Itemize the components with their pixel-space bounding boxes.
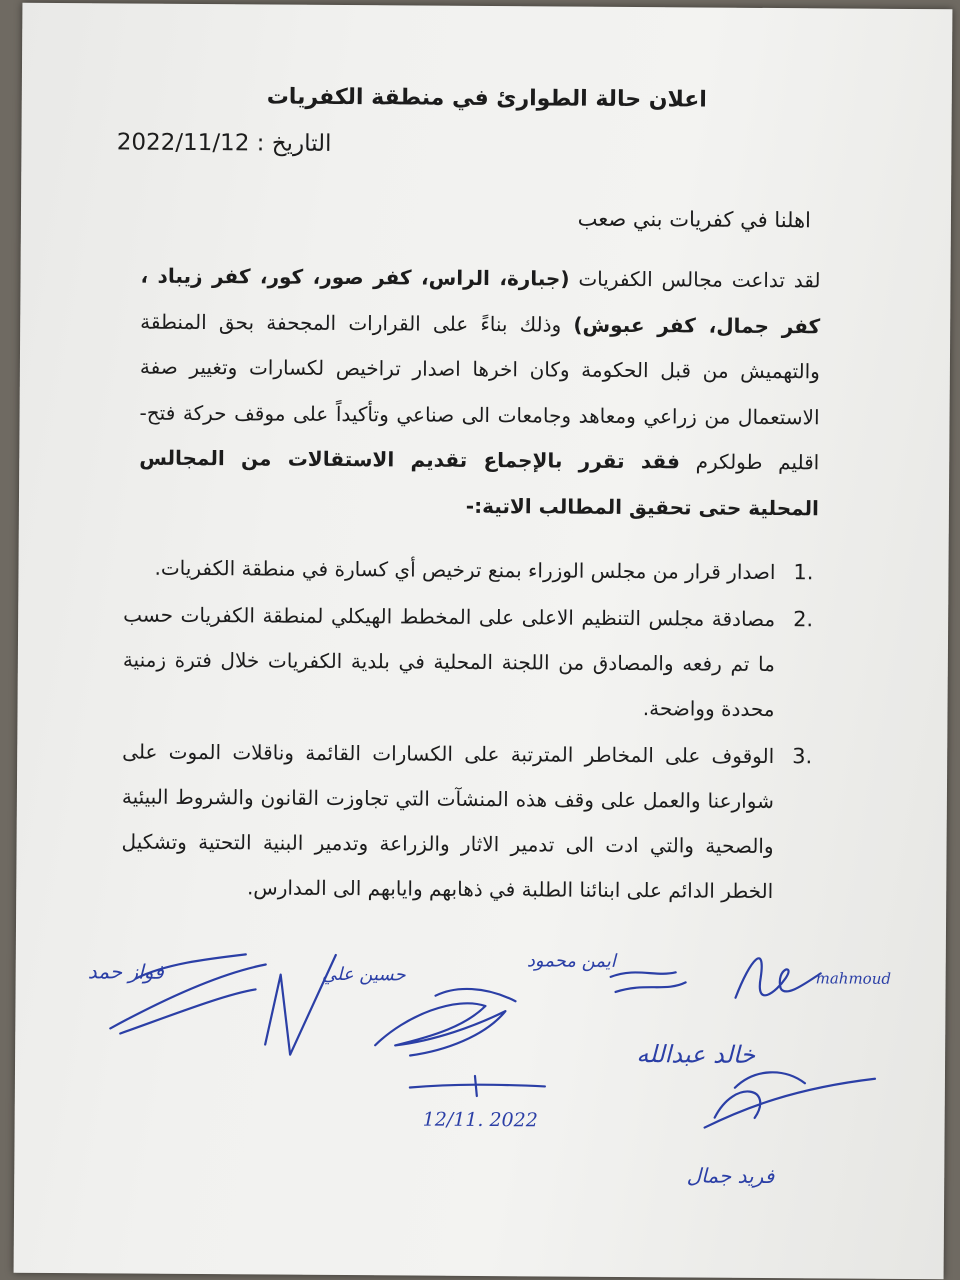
greeting: اهلنا في كفريات بني صعب <box>577 206 812 233</box>
document-date <box>117 129 332 156</box>
signature-name: خالد عبدالله <box>636 1040 756 1069</box>
demand-number: 3. <box>792 744 813 769</box>
demand-text: الوقوف على المخاطر المترتبة على الكسارات القائمة وناقلات الموت على شوارعنا والعمل على وقف هذه المنشآت التي تجاوزت القانون والشروط البيئية والصحية والتي ادت الى تدمير الاثار والزراعة وتدمير البنية التحتية وتشكيل الخطر الدائم على ابنائنا الطلبة في ذهابهم وايابهم الى المدارس. <box>121 739 775 904</box>
date-value: 2022/11/12 <box>116 129 250 157</box>
signature-name: فريد جمال <box>686 1163 775 1189</box>
intro-part: لقد تداعت مجالس الكفريات <box>569 266 821 293</box>
intro-paragraph <box>139 254 821 532</box>
demand-number: 2. <box>793 607 814 632</box>
date-label: التاريخ : <box>256 130 332 157</box>
demands-list <box>121 545 814 916</box>
handwritten-date: 12/11. 2022 <box>422 1108 538 1132</box>
signatures-area <box>14 933 946 1269</box>
demand-text: اصدار قرار من مجلس الوزراء بمنع ترخيص أي كسارة في منطقة الكفريات. <box>154 555 776 585</box>
demand-text: مصادقة مجلس التنظيم الاعلى على المخطط الهيكلي لمنطقة الكفريات حسب ما تم رفعه والمصادق من اللجنة المحلية في بلدية الكفريات خلال فترة زمنية محددة وواضحة. <box>122 602 776 722</box>
signature-name: mahmoud <box>815 969 892 988</box>
signature-name: فواز حمد <box>87 959 164 984</box>
document-page <box>14 3 953 1279</box>
document-title: اعلان حالة الطوارئ في منطقة الكفريات <box>266 84 707 113</box>
signature-name: ايمن محمود <box>526 950 616 972</box>
demand-item <box>122 592 813 732</box>
intro-part-bold: فقد تقرر بالإجماع تقديم الاستقالات من المجالس المحلية حتى تحقيق المطالب الاتية:- <box>139 445 820 520</box>
intro-part: وذلك بناءً على القرارات المجحفة بحق المنطقة والتهميش من قبل الحكومة وكان اخرها اصدار تراخيص لكسارات وتغيير صفة الاستعمال من زراعي ومعاهد وجامعات الى صناعي وتأكيداً على موقف حركة فتح-اقليم طولكرم <box>139 309 820 475</box>
signature-name: حسين علي <box>321 963 406 986</box>
demand-item <box>123 545 813 595</box>
demand-item <box>121 729 812 914</box>
demand-number: 1. <box>793 560 814 585</box>
intro-part-bold: (جبارة، الراس، كفر صور، كور، كفر زيباد ، كفر جمال، كفر عبوش) <box>140 263 821 338</box>
